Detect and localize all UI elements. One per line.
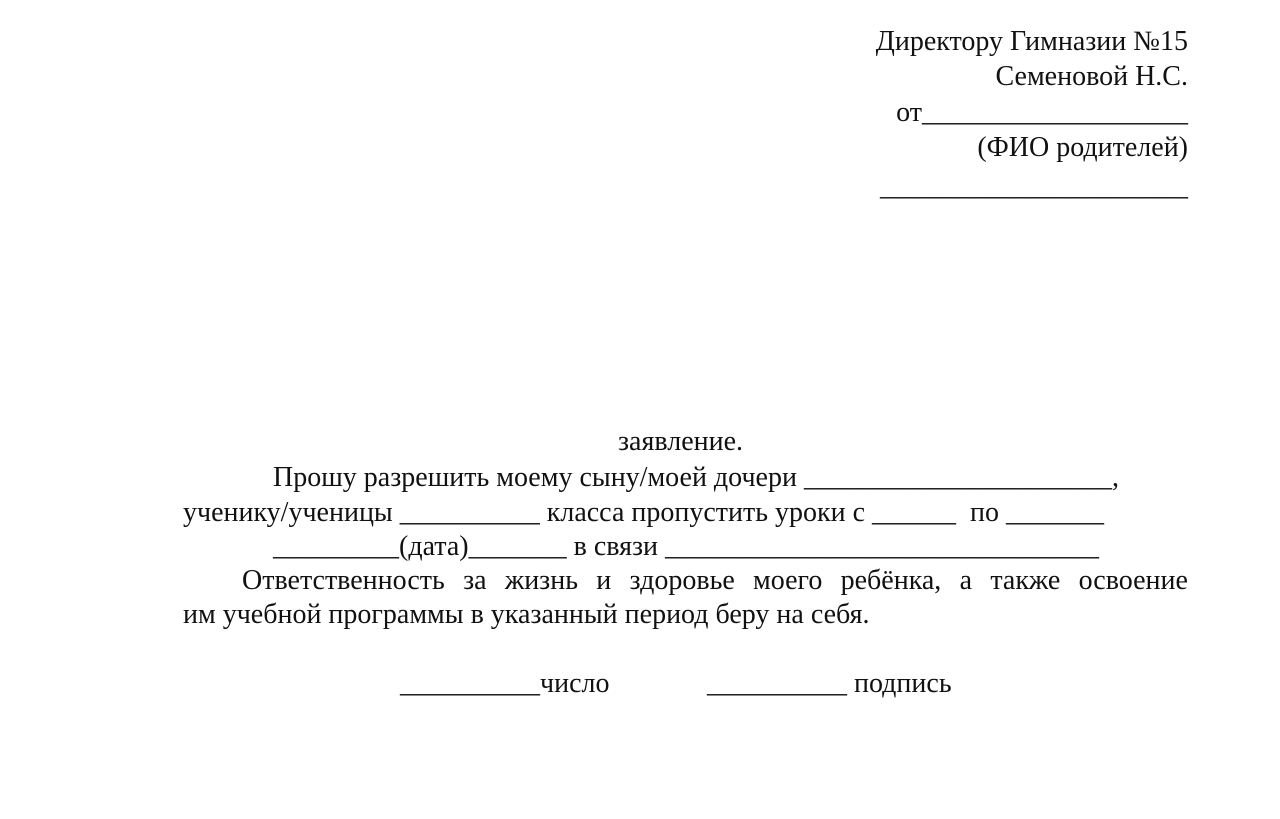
addressee-director: Директору Гимназии №15 [875,26,1188,57]
body-line-5: им учебной программы в указанный период беру на себя. [183,599,870,630]
from-line: от___________________ [896,97,1188,128]
word: моего [753,565,823,596]
addressee-name: Семеновой Н.С. [995,61,1188,92]
date-field: __________число [400,668,610,699]
word: освоение [1078,565,1188,596]
word: также [990,565,1061,596]
document-title: заявление. [618,426,744,457]
word: жизнь [504,565,578,596]
word: а [959,565,973,596]
signature-field: __________ подпись [707,668,952,699]
body-line-4 [242,564,1188,598]
word: ребёнка, [840,565,942,596]
body-line-1: Прошу разрешить моему сыну/моей дочери ______________________, [273,462,1119,493]
word: здоровье [629,565,735,596]
word: Ответственность [242,565,445,596]
from-caption: (ФИО родителей) [977,132,1188,163]
body-line-2: ученику/ученицы __________ класса пропустить уроки с ______ по _______ [183,497,1104,528]
blank-line: ______________________ [880,171,1188,202]
word: за [463,565,487,596]
body-line-3: _________(дата)_______ в связи _______________________________ [273,531,1100,562]
word: и [596,565,612,596]
